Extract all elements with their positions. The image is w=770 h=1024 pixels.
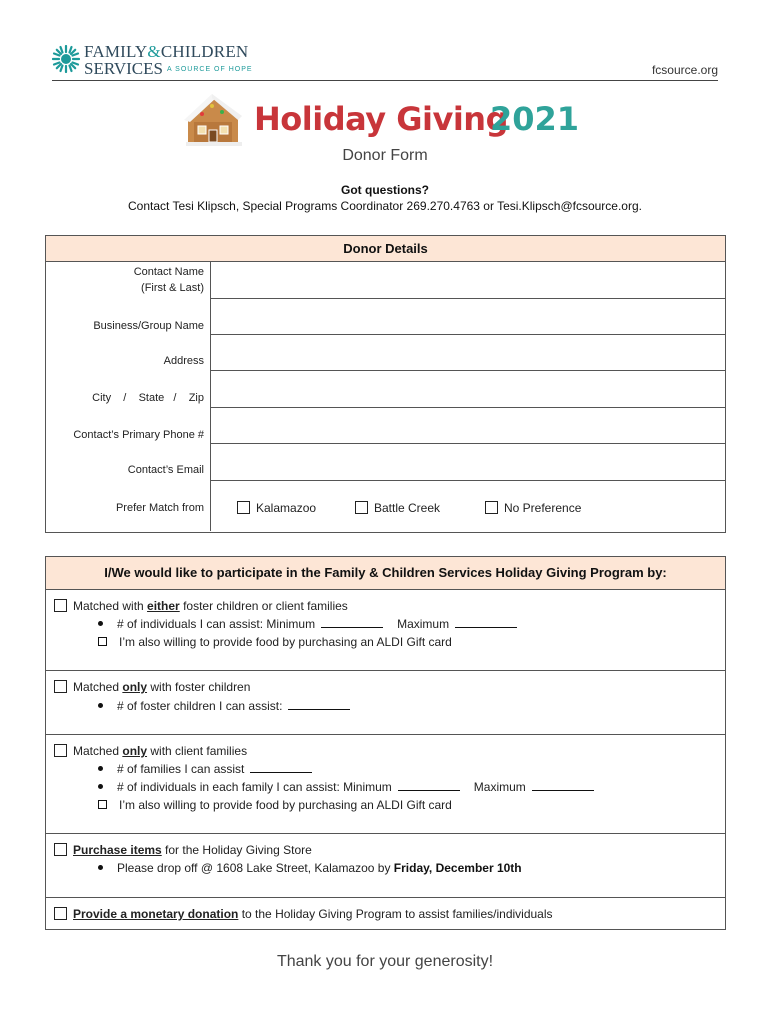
option-client-individuals: # of individuals in each family I can assist: Minimum Maximum [98,780,594,794]
site-url: fcsource.org [651,63,718,77]
either-max-blank[interactable] [455,619,517,628]
option-foster-checkbox[interactable] [54,680,67,693]
client-max-blank[interactable] [532,782,594,791]
match-kalamazoo[interactable]: Kalamazoo [237,501,316,515]
match-no-preference[interactable]: No Preference [485,501,581,515]
logo-text-line1: FAMILY&CHILDREN [84,42,249,61]
business-label: Business/Group Name [93,320,204,332]
city-state-zip-row [46,371,725,408]
email-label: Contact’s Email [127,464,204,476]
gingerbread-house-icon [182,92,246,148]
option-foster-count: # of foster children I can assist: [98,699,350,713]
option-either [46,590,725,671]
either-min-blank[interactable] [321,619,383,628]
option-purchase-checkbox[interactable] [54,843,67,856]
option-foster-label[interactable]: Matched only with foster children [54,680,250,694]
option-client-only [46,735,725,834]
business-row [46,299,725,335]
option-either-label[interactable]: Matched with either foster children or client families [54,599,348,613]
address-field[interactable] [210,335,725,371]
banner-year: 2021 [490,100,580,138]
phone-row [46,408,725,444]
option-either-checkbox[interactable] [54,599,67,612]
prefer-match-field [210,481,725,531]
phone-label: Contact’s Primary Phone # [73,429,204,441]
org-logo [52,42,252,78]
prefer-match-row [46,481,725,531]
logo-text-line2: SERVICES A SOURCE OF HOPE [84,59,253,78]
header-divider [52,80,718,81]
donor-details-heading: Donor Details [46,236,725,262]
option-monetary-donation [46,898,725,930]
sunburst-logo-icon [52,45,80,73]
option-client-families: # of families I can assist [98,762,312,776]
option-monetary-label[interactable]: Provide a monetary donation to the Holiday Giving Program to assist families/individuals [54,907,553,921]
participation-heading: I/We would like to participate in the Family & Children Services Holiday Giving Program by: [46,557,725,590]
contact-line: Contact Tesi Klipsch, Special Programs Coordinator 269.270.4763 or Tesi.Klipsch@fcsource.org. [127,199,642,213]
either-aldi-checkbox[interactable] [98,637,107,646]
match-battle-creek[interactable]: Battle Creek [355,501,440,515]
option-client-checkbox[interactable] [54,744,67,757]
business-field[interactable] [210,299,725,335]
option-monetary-checkbox[interactable] [54,907,67,920]
contact-name-label: Contact Name (First & Last) [133,266,204,294]
client-aldi-checkbox[interactable] [98,800,107,809]
option-purchase-items [46,834,725,898]
banner-title: Holiday Giving [254,100,508,138]
no-preference-checkbox[interactable] [485,501,498,514]
prefer-match-label: Prefer Match from [115,502,204,514]
client-families-blank[interactable] [250,764,312,773]
address-label: Address [163,355,204,367]
contact-name-field[interactable] [210,262,725,299]
city-state-zip-label: City / State / Zip [92,392,204,404]
email-row [46,444,725,481]
foster-count-blank[interactable] [288,701,350,710]
logo-tagline: A SOURCE OF HOPE [166,66,253,73]
participation-table [45,556,726,930]
option-either-aldi[interactable]: I’m also willing to provide food by purchasing an ALDI Gift card [98,635,452,649]
thank-you-message: Thank you for your generosity! [276,953,494,970]
email-field[interactable] [210,444,725,481]
option-purchase-label[interactable]: Purchase items for the Holiday Giving Store [54,843,312,857]
phone-field[interactable] [210,408,725,444]
contact-name-row [46,262,725,299]
form-title: Donor Form [342,147,428,164]
option-client-label[interactable]: Matched only with client families [54,744,247,758]
battle-creek-checkbox[interactable] [355,501,368,514]
questions-heading: Got questions? [341,183,429,197]
address-row [46,335,725,371]
donor-details-table [45,235,726,533]
city-state-zip-field[interactable] [210,371,725,408]
option-client-aldi[interactable]: I’m also willing to provide food by purchasing an ALDI Gift card [98,798,452,812]
holiday-giving-banner [182,92,582,148]
option-purchase-dropoff: Please drop off @ 1608 Lake Street, Kalamazoo by Friday, December 10th [98,861,522,875]
client-min-blank[interactable] [398,782,460,791]
option-foster-only [46,671,725,735]
option-either-individuals: # of individuals I can assist: Minimum Maximum [98,617,517,631]
kalamazoo-checkbox[interactable] [237,501,250,514]
